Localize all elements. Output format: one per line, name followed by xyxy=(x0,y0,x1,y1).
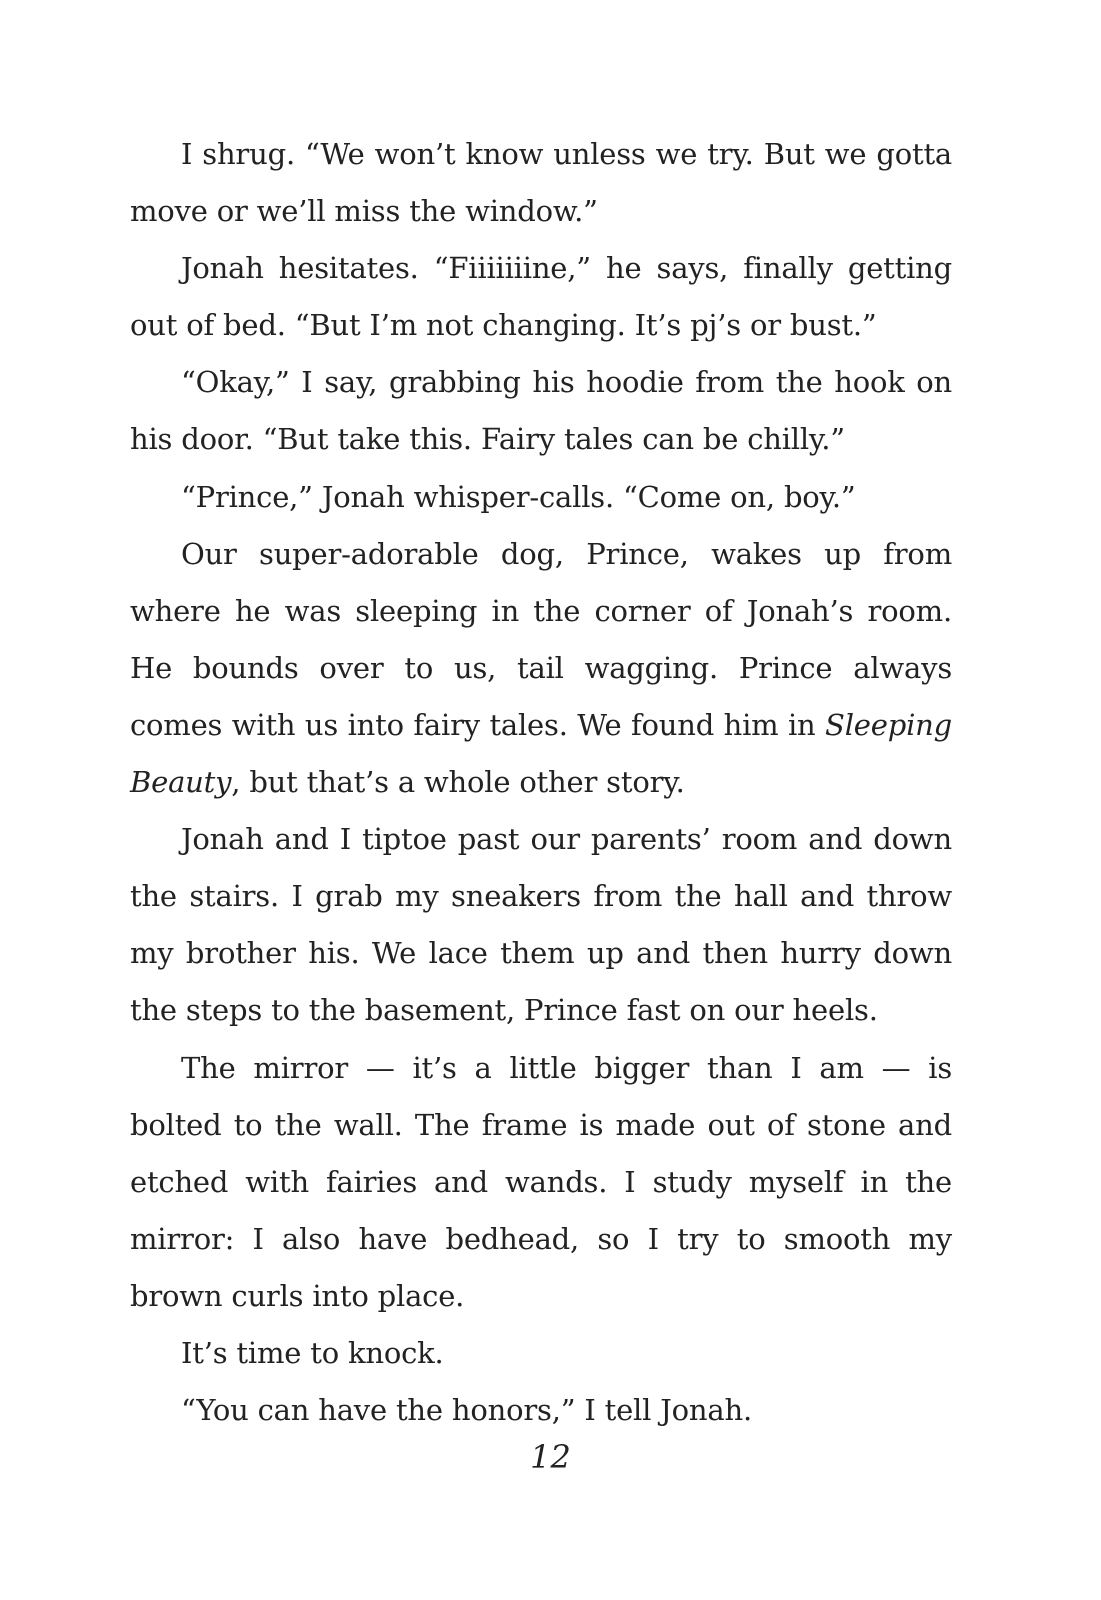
text-run: , but that’s a whole other story. xyxy=(231,765,685,800)
paragraph xyxy=(130,354,952,468)
text-run: “Okay,” I say, grabbing his hoodie from the hook on his door. “But take this. Fairy tales can be chilly.” xyxy=(130,365,952,457)
paragraph xyxy=(130,469,952,526)
text-run: “You can have the honors,” I tell Jonah. xyxy=(181,1393,752,1428)
paragraph xyxy=(130,526,952,811)
body-text xyxy=(130,126,952,1439)
text-run: Our super-adorable dog, Prince, wakes up from where he was sleeping in the corner of Jonah’s room. He bounds over to us, tail wagging. Prince always comes with us into fairy tales. We found him in xyxy=(130,536,952,742)
paragraph xyxy=(130,126,952,240)
text-run: I shrug. “We won’t know unless we try. But we gotta move or we’ll miss the window.” xyxy=(130,137,952,229)
italic-title: Sleeping Beauty xyxy=(130,707,952,800)
text-run: The mirror — it’s a little bigger than I am — is bolted to the wall. The frame is made out of stone and etched with fairies and wands. I study myself in the mirror: I also have bedhead, so I try to smooth my brown curls into place. xyxy=(130,1050,952,1313)
paragraph xyxy=(130,811,952,1039)
paragraph xyxy=(130,1382,952,1439)
text-run: Jonah hesitates. “Fiiiiiiine,” he says, finally getting out of bed. “But I’m not changing. It’s pj’s or bust.” xyxy=(130,251,952,343)
paragraph xyxy=(130,1325,952,1382)
paragraph xyxy=(130,1040,952,1325)
text-run: Jonah and I tiptoe past our parents’ room and down the stairs. I grab my sneakers from the hall and throw my brother his. We lace them up and then hurry down the steps to the basement, Prince fast on our heels. xyxy=(130,822,952,1028)
text-run: “Prince,” Jonah whisper-calls. “Come on, boy.” xyxy=(181,479,856,514)
text-run: It’s time to knock. xyxy=(181,1335,444,1370)
paragraph xyxy=(130,240,952,354)
page-number: 12 xyxy=(530,1438,571,1476)
